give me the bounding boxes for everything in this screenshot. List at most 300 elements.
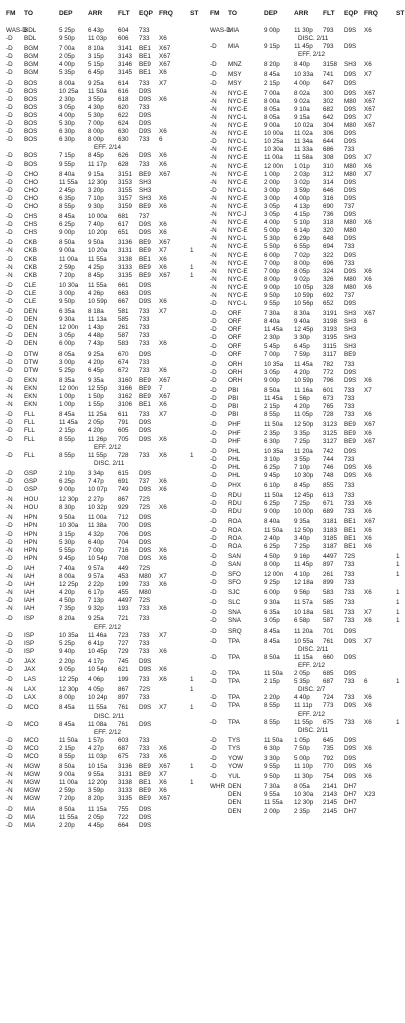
cell-dep: 8 40a: [264, 318, 280, 326]
cell-eqp: DH7: [344, 783, 357, 791]
cell-frq: X67: [364, 437, 376, 445]
cell-dep: 12 00n: [264, 162, 284, 170]
cell-arr: 10 59p: [88, 298, 108, 305]
cell-eqp: 733: [139, 581, 150, 589]
flight-row: [6, 539, 202, 547]
cell-arr: 10 15a: [88, 763, 108, 771]
note-text: EFF. 2/12: [94, 728, 121, 736]
cell-eqp: BE9: [344, 421, 356, 429]
cell-dep: 3 05p: [264, 617, 280, 625]
cell-flt: 735: [323, 744, 334, 752]
cell-frq: 7: [159, 384, 163, 392]
cell-fm: -D: [6, 581, 13, 589]
cell-to: NYC-E: [228, 105, 248, 113]
cell-to: MCO: [24, 736, 39, 744]
cell-to: NYC-E: [228, 178, 248, 186]
cell-to: MGW: [24, 779, 41, 787]
cell-to: ISP: [24, 639, 35, 647]
cell-frq: X7: [159, 771, 167, 779]
cell-fm: -D: [6, 308, 13, 316]
flight-row: [210, 518, 404, 526]
cell-to: TPA: [228, 702, 240, 710]
cell-flt: 694: [323, 243, 334, 251]
cell-flt: 761: [118, 704, 129, 712]
cell-dep: 3 00p: [59, 289, 75, 297]
cell-to: SNA: [228, 617, 241, 625]
cell-flt: 304: [323, 122, 334, 130]
cell-fm: -D: [6, 615, 13, 623]
cell-eqp: BE1: [344, 526, 356, 534]
cell-to: FLL: [24, 435, 35, 443]
cell-eqp: D9S: [139, 704, 152, 712]
cell-eqp: D9S: [344, 368, 357, 376]
flight-row: [6, 104, 202, 112]
cell-dep: 8 55p: [264, 718, 280, 726]
flight-row: [6, 316, 202, 324]
flight-row: [6, 171, 202, 179]
cell-dep: 9 50p: [264, 292, 280, 299]
cell-frq: X67: [364, 122, 376, 130]
cell-dep: 8 55p: [59, 202, 75, 210]
cell-dep: 6 25p: [264, 463, 280, 471]
flight-row: [210, 543, 404, 551]
flight-row: [210, 678, 404, 686]
cell-to: CLE: [24, 289, 37, 297]
cell-frq: X67: [159, 271, 171, 279]
cell-flt: 583: [118, 340, 129, 348]
cell-fm: -N: [210, 292, 217, 299]
cell-fm: -D: [6, 564, 13, 572]
flight-row: [6, 96, 202, 104]
cell-arr: 5 00p: [294, 754, 310, 762]
flight-row: [6, 203, 202, 211]
cell-dep: 7 35p: [59, 605, 75, 613]
cell-fm: -D: [210, 653, 217, 661]
cell-arr: 11 03p: [88, 752, 107, 760]
cell-dep: 2 20p: [59, 657, 75, 665]
cell-to: DEN: [24, 316, 38, 324]
cell-flt: 660: [323, 653, 334, 661]
cell-fm: -D: [210, 334, 217, 342]
cell-to: NYC-E: [228, 283, 248, 291]
cell-arr: 11 05p: [294, 411, 313, 419]
cell-eqp: D9S: [344, 653, 357, 661]
cell-dep: 2 00p: [264, 178, 280, 186]
cell-eqp: BE9: [139, 271, 151, 279]
cell-frq: X6: [159, 340, 167, 348]
cell-fm: -D: [210, 627, 217, 635]
cell-eqp: 737: [344, 202, 355, 210]
cell-to: PHF: [228, 421, 241, 429]
cell-flt: 722: [118, 813, 129, 821]
flight-row: [6, 763, 202, 771]
cell-dep: 10 35a: [264, 360, 284, 368]
cell-fm: -D: [210, 702, 217, 710]
cell-arr: 3 02p: [294, 178, 310, 186]
cell-flt: 318: [323, 219, 334, 227]
cell-to: FLL: [24, 411, 35, 419]
cell-arr: 4 45p: [88, 821, 104, 829]
cell-fm: -N: [6, 393, 13, 401]
cell-to: BOS: [24, 160, 38, 168]
cell-arr: 1 56p: [294, 395, 310, 403]
cell-to: HPN: [24, 530, 38, 538]
cell-fm: -D: [210, 670, 217, 678]
cell-eqp: 733: [139, 358, 150, 366]
cell-arr: 1 55p: [88, 401, 104, 409]
cell-fm: -N: [6, 514, 13, 522]
cell-frq: X6: [159, 255, 167, 263]
cell-arr: 3 59p: [294, 186, 310, 194]
cell-to: TYS: [228, 736, 241, 744]
cell-dep: 2 20p: [59, 821, 75, 829]
cell-fm: -D: [6, 358, 13, 366]
cell-fm: -D: [6, 95, 13, 103]
cell-dep: 9 00a: [59, 247, 75, 255]
cell-eqp: 733: [139, 639, 150, 647]
cell-flt: 673: [323, 395, 334, 403]
cell-eqp: D9S: [139, 419, 152, 427]
cell-dep: 12 25p: [59, 581, 79, 589]
cell-fm: -D: [210, 508, 217, 516]
cell-fm: -N: [6, 787, 13, 795]
cell-flt: 3131: [118, 247, 133, 255]
cell-eqp: D9S: [344, 186, 357, 194]
cell-flt: 3198: [323, 318, 338, 326]
cell-to: RDU: [228, 500, 242, 508]
cell-fm: -N: [6, 384, 13, 392]
header-frq: FRQ: [159, 10, 173, 17]
cell-flt: 4497: [118, 597, 133, 605]
cell-flt: 322: [323, 251, 334, 259]
cell-arr: 11 25a: [88, 411, 107, 419]
cell-eqp: 733: [344, 560, 355, 568]
cell-arr: 8 18a: [88, 308, 104, 316]
cell-eqp: 733: [139, 35, 150, 43]
cell-eqp: 737: [344, 292, 355, 299]
cell-flt: 744: [323, 455, 334, 463]
cell-fm: -D: [6, 427, 13, 435]
cell-dep: 4 50p: [59, 597, 75, 605]
cell-flt: 3191: [323, 310, 338, 318]
cell-flt: 670: [118, 350, 129, 358]
cell-to: NYC-L: [228, 300, 247, 308]
cell-to: CKB: [24, 263, 37, 271]
cell-eqp: 733: [344, 678, 355, 686]
cell-eqp: SH3: [344, 310, 357, 318]
cell-fm: -D: [210, 678, 217, 686]
cell-eqp: DH7: [344, 791, 357, 799]
cell-arr: 4 15p: [294, 211, 310, 219]
cell-dep: 9 00p: [59, 486, 75, 494]
cell-fm: -N: [210, 113, 217, 121]
cell-arr: 11 30p: [294, 773, 313, 781]
cell-eqp: D9S: [344, 447, 357, 455]
cell-dep: 8 00a: [59, 79, 75, 87]
flight-row: [210, 80, 404, 88]
flight-row: [210, 377, 404, 385]
cell-to: BGM: [24, 45, 39, 53]
cell-dep: 8 50a: [59, 763, 75, 771]
cell-flt: 320: [323, 227, 334, 235]
cell-dep: 9 15p: [264, 43, 280, 51]
cell-arr: 8 30a: [294, 310, 310, 318]
cell-flt: 3143: [118, 53, 133, 61]
cell-arr: 9 25a: [88, 350, 104, 358]
cell-arr: 11 08a: [88, 720, 107, 728]
cell-flt: 3151: [118, 170, 133, 178]
cell-fm: -N: [210, 162, 217, 170]
cell-dep: 5 30p: [59, 538, 75, 546]
cell-fm: -D: [6, 704, 13, 712]
cell-eqp: D9S: [139, 666, 152, 674]
cell-frq: X6: [159, 221, 167, 229]
cell-arr: 7 00p: [88, 546, 104, 554]
cell-to: EKN: [24, 384, 37, 392]
cell-dep: 9 50p: [264, 773, 280, 781]
flight-row: [6, 340, 202, 348]
cell-eqp: D9S: [344, 463, 357, 471]
cell-fm: -D: [210, 526, 217, 534]
cell-to: ORF: [228, 342, 242, 350]
flight-row: [6, 128, 202, 136]
flight-row: [6, 213, 202, 221]
schedule-note: [210, 35, 404, 43]
cell-eqp: D9S: [139, 152, 152, 160]
cell-to: PHX: [228, 482, 241, 490]
cell-arr: 8 10a: [88, 45, 104, 53]
cell-flt: 314: [323, 178, 334, 186]
cell-flt: 621: [118, 666, 129, 674]
flight-row: [210, 403, 404, 411]
flight-row: [210, 106, 404, 114]
cell-arr: 11 30p: [294, 27, 313, 34]
cell-dep: 11 00a: [59, 255, 78, 263]
cell-eqp: D9S: [139, 554, 152, 562]
cell-flt: 455: [118, 589, 129, 597]
cell-arr: 7 59p: [294, 350, 310, 358]
cell-eqp: SH3: [344, 61, 357, 69]
cell-fm: -D: [210, 61, 217, 69]
cell-to: PHL: [228, 447, 241, 455]
cell-eqp: D9S: [344, 27, 357, 34]
flight-row: [210, 609, 404, 617]
cell-to: NYC-J: [228, 211, 247, 219]
cell-dep: 5 25p: [59, 27, 75, 34]
cell-dep: 2 40p: [264, 534, 280, 542]
cell-arr: 10 30p: [294, 471, 314, 479]
cell-flt: 199: [118, 581, 129, 589]
cell-fm: -D: [210, 518, 217, 526]
cell-flt: 615: [118, 469, 129, 477]
cell-frq: X6: [159, 546, 167, 554]
schedule-note: [6, 713, 202, 721]
header-flt: FLT: [118, 10, 130, 17]
cell-fm: -D: [6, 202, 13, 210]
cell-eqp: D9S: [344, 71, 357, 79]
header-eqp: EQP: [139, 10, 153, 17]
cell-st: 1: [190, 247, 194, 255]
cell-to: CHO: [24, 170, 38, 178]
cell-frq: X6: [159, 554, 167, 562]
cell-eqp: 733: [344, 579, 355, 587]
cell-flt: 724: [323, 694, 334, 702]
cell-arr: 11 13a: [88, 316, 107, 324]
cell-to: BGM: [24, 53, 39, 61]
cell-flt: 736: [323, 211, 334, 219]
cell-to: CHO: [24, 178, 38, 186]
flight-row: [210, 154, 404, 162]
cell-dep: 4 20p: [59, 589, 75, 597]
flight-row: [6, 531, 202, 539]
cell-frq: X6: [364, 534, 372, 542]
cell-to: TPA: [228, 718, 240, 726]
cell-flt: 793: [323, 27, 334, 34]
cell-dep: 2 59p: [59, 787, 75, 795]
cell-arr: 6 58p: [294, 617, 310, 625]
cell-flt: 772: [323, 368, 334, 376]
cell-eqp: M80: [139, 589, 152, 597]
cell-flt: 700: [118, 522, 129, 530]
cell-flt: 3136: [118, 239, 133, 247]
cell-arr: 10 18a: [294, 609, 314, 617]
flight-row: [210, 292, 404, 300]
cell-dep: 6 30p: [264, 744, 280, 752]
cell-to: IAH: [24, 564, 35, 572]
cell-arr: 11 17p: [88, 160, 107, 168]
cell-to: NYC-E: [228, 162, 248, 170]
cell-dep: 5 25p: [59, 639, 75, 647]
cell-arr: 11 55a: [88, 281, 107, 289]
cell-to: ORF: [228, 350, 242, 358]
cell-dep: 11 50a: [264, 670, 283, 678]
cell-arr: 10 59p: [294, 376, 314, 384]
flight-row: [210, 227, 404, 235]
cell-frq: X6: [159, 298, 167, 305]
cell-frq: X7: [364, 113, 372, 121]
cell-frq: X6: [159, 229, 167, 237]
note-text: EFF. 2/12: [298, 51, 325, 59]
cell-dep: 8 40a: [59, 170, 75, 178]
cell-flt: 3193: [323, 326, 338, 334]
cell-arr: 3 34p: [88, 469, 104, 477]
cell-eqp: D9S: [344, 178, 357, 186]
cell-flt: 585: [118, 316, 129, 324]
cell-dep: 6 35a: [59, 308, 75, 316]
cell-flt: 705: [118, 435, 129, 443]
schedule-note: [210, 646, 404, 654]
cell-eqp: BE9: [139, 239, 151, 247]
cell-to: PHL: [228, 463, 241, 471]
cell-arr: 1 50p: [88, 393, 104, 401]
cell-eqp: 733: [344, 571, 355, 578]
flight-row: [6, 393, 202, 401]
cell-dep: 5 25p: [59, 366, 75, 374]
cell-fm: -D: [210, 492, 217, 500]
cell-to: PBI: [228, 403, 239, 411]
cell-eqp: 733: [139, 316, 150, 324]
cell-flt: 3181: [323, 518, 338, 526]
cell-to: SNA: [228, 609, 241, 617]
cell-to: DEN: [228, 799, 242, 807]
cell-frq: X7: [159, 631, 167, 639]
cell-to: NYC-E: [228, 219, 248, 227]
cell-fm: -D: [6, 813, 13, 821]
cell-fm: -D: [6, 332, 13, 340]
cell-dep: 9 45p: [264, 471, 280, 479]
flight-row: [6, 452, 202, 460]
cell-to: CHO: [24, 194, 38, 202]
cell-arr: 12 55p: [88, 384, 108, 392]
flight-row: [210, 387, 404, 395]
flight-row: [6, 496, 202, 504]
cell-to: IAH: [24, 589, 35, 597]
cell-dep: 11 50a: [264, 736, 283, 744]
cell-to: SFO: [228, 571, 241, 578]
flight-row: [6, 27, 202, 35]
cell-eqp: 72S: [139, 496, 151, 504]
cell-eqp: BE9: [139, 376, 151, 384]
cell-flt: 796: [323, 376, 334, 384]
cell-st: 1: [396, 678, 400, 686]
cell-flt: 3166: [118, 384, 133, 392]
flight-row: [210, 763, 404, 771]
cell-to: ROA: [228, 542, 242, 550]
cell-arr: 6 45p: [88, 69, 104, 77]
cell-eqp: D9S: [344, 376, 357, 384]
cell-fm: -D: [6, 366, 13, 374]
cell-dep: 5 35p: [59, 69, 75, 77]
cell-arr: 4 20p: [88, 358, 104, 366]
cell-to: NYC-L: [228, 138, 247, 146]
cell-frq: X7: [159, 247, 167, 255]
cell-eqp: D9S: [344, 194, 357, 202]
cell-dep: 12 30p: [59, 686, 79, 694]
cell-frq: X6: [159, 35, 167, 43]
cell-flt: 675: [323, 718, 334, 726]
cell-arr: 11 20a: [294, 447, 313, 455]
cell-eqp: SH3: [139, 186, 152, 194]
cell-arr: 9 40a: [294, 318, 310, 326]
cell-flt: 761: [323, 637, 334, 645]
cell-frq: X67: [159, 45, 171, 53]
cell-to: CKB: [24, 247, 37, 255]
note-text: EFF. 2/12: [94, 443, 121, 451]
cell-flt: 729: [118, 647, 129, 655]
cell-to: NYC-E: [228, 122, 248, 130]
cell-to: TPA: [228, 637, 240, 645]
cell-arr: 11 55a: [88, 255, 107, 263]
cell-dep: 6 35p: [59, 194, 75, 202]
cell-to: BOS: [24, 152, 38, 160]
cell-arr: 4 13p: [294, 202, 310, 210]
cell-eqp: D9S: [344, 235, 357, 243]
cell-frq: X7: [159, 411, 167, 419]
cell-dep: 8 00a: [264, 97, 280, 105]
cell-eqp: 733: [139, 308, 150, 316]
cell-eqp: D9S: [139, 95, 152, 103]
header-to: TO: [228, 10, 238, 17]
cell-dep: 8 55p: [264, 411, 280, 419]
cell-st: 1: [396, 599, 400, 607]
cell-arr: 3 35p: [294, 429, 310, 437]
cell-arr: 4 17p: [88, 657, 104, 665]
cell-dep: 2 10p: [59, 469, 75, 477]
cell-frq: X7: [364, 387, 372, 395]
cell-to: NYC-E: [228, 267, 248, 275]
cell-flt: 3159: [118, 202, 133, 210]
cell-arr: 4 26p: [88, 289, 104, 297]
